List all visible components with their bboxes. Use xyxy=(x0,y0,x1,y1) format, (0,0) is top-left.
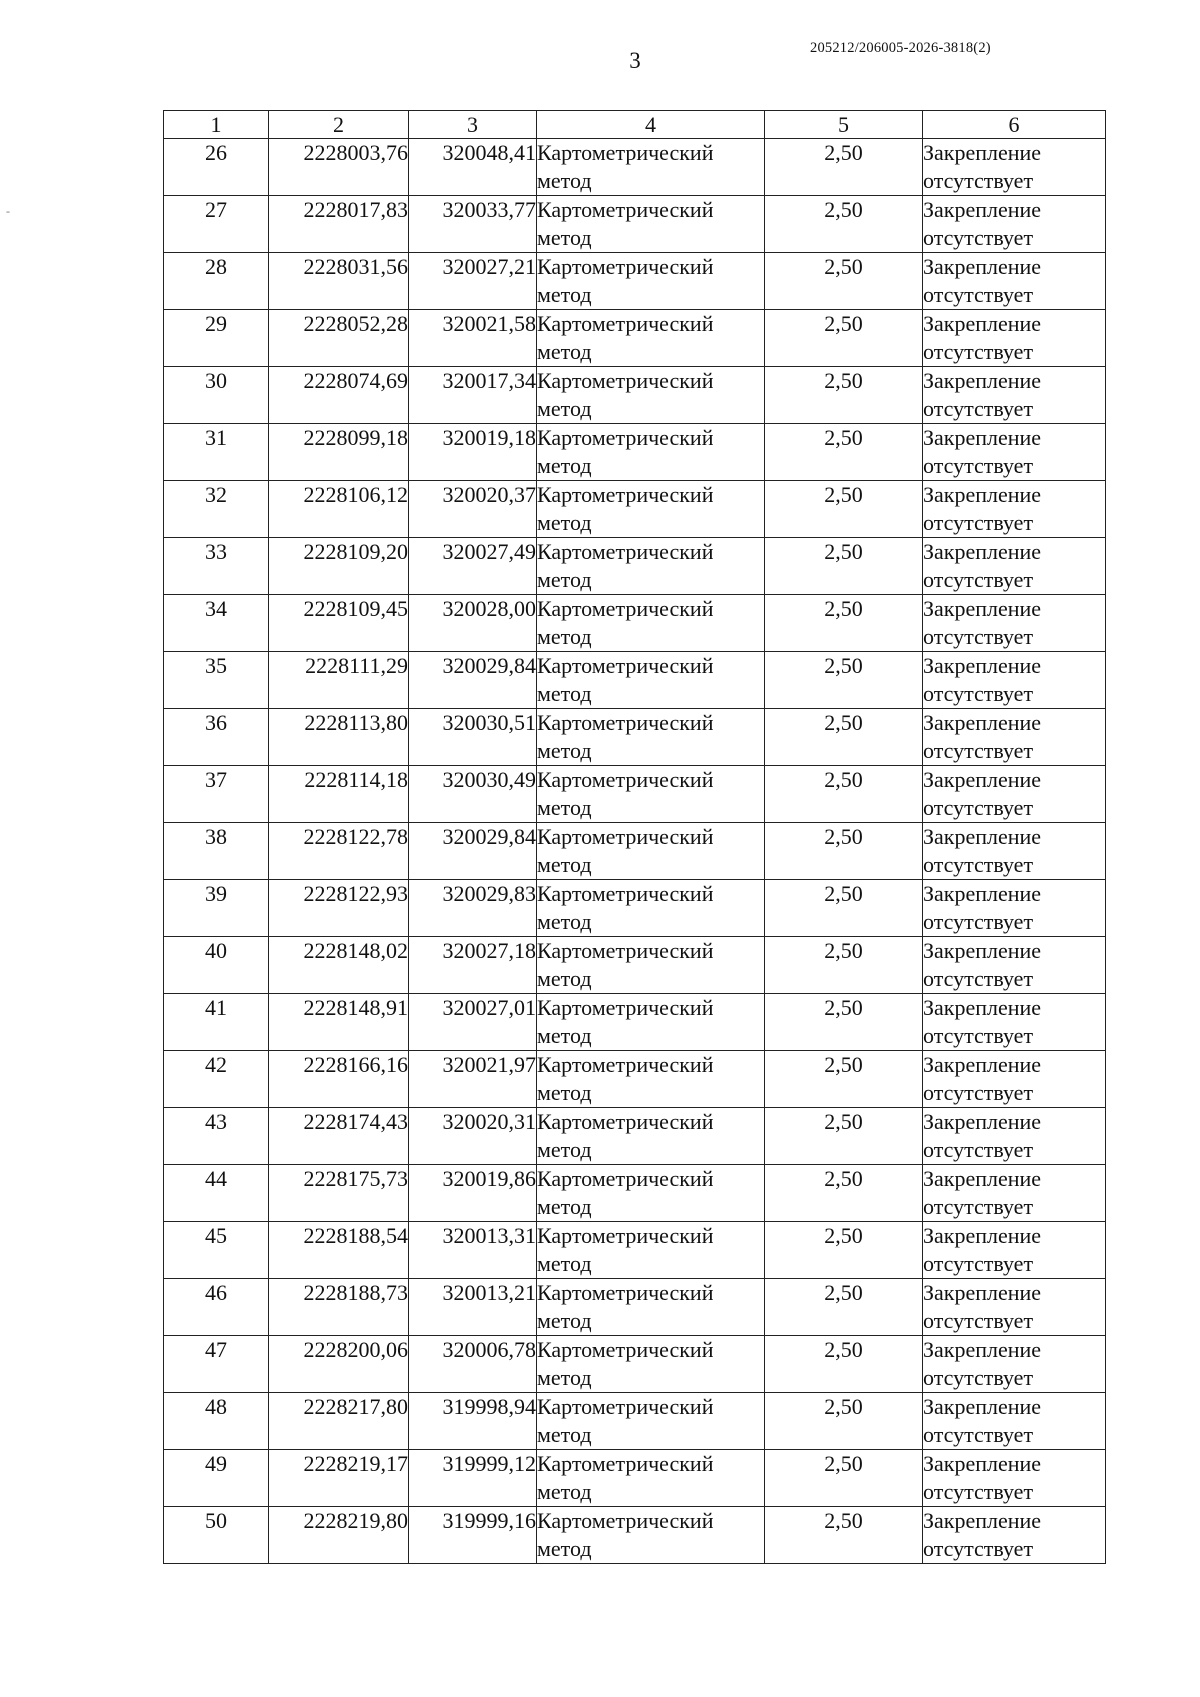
coordinate-y: 320021,58 xyxy=(409,310,537,367)
coordinate-x: 2228148,02 xyxy=(269,937,409,994)
table-row xyxy=(164,880,1106,937)
fixing-line-2: отсутствует xyxy=(923,339,1034,364)
coordinate-x: 2228219,80 xyxy=(269,1507,409,1564)
method-line-1: Картометрический xyxy=(537,1280,714,1305)
table-row xyxy=(164,709,1106,766)
coordinate-x: 2228003,76 xyxy=(269,139,409,196)
point-fixing xyxy=(923,994,1106,1051)
coordinate-x: 2228217,80 xyxy=(269,1393,409,1450)
fixing-line-2: отсутствует xyxy=(923,282,1034,307)
coordinate-y: 319999,12 xyxy=(409,1450,537,1507)
fixing-line-2: отсутствует xyxy=(923,168,1034,193)
method-line-1: Картометрический xyxy=(537,425,714,450)
fixing-line-2: отсутствует xyxy=(923,1479,1034,1504)
table-row xyxy=(164,595,1106,652)
table-row xyxy=(164,994,1106,1051)
table-body xyxy=(164,139,1106,1564)
method-line-1: Картометрический xyxy=(537,197,714,222)
coordinate-y: 320013,31 xyxy=(409,1222,537,1279)
fixing-line-1: Закрепление xyxy=(923,1451,1042,1476)
column-header-5: 5 xyxy=(765,111,923,139)
fixing-line-1: Закрепление xyxy=(923,824,1042,849)
fixing-line-1: Закрепление xyxy=(923,1337,1042,1362)
method-line-2: метод xyxy=(537,567,592,592)
fixing-line-2: отсутствует xyxy=(923,1137,1034,1162)
scan-artifact: - xyxy=(6,204,10,218)
method-line-1: Картометрический xyxy=(537,1109,714,1134)
fixing-line-1: Закрепление xyxy=(923,1508,1042,1533)
point-number: 38 xyxy=(164,823,269,880)
accuracy-value: 2,50 xyxy=(765,538,923,595)
fixing-line-1: Закрепление xyxy=(923,767,1042,792)
table-row xyxy=(164,538,1106,595)
table-row xyxy=(164,310,1106,367)
method-line-1: Картометрический xyxy=(537,710,714,735)
point-number: 50 xyxy=(164,1507,269,1564)
determination-method xyxy=(537,1108,765,1165)
column-header-6: 6 xyxy=(923,111,1106,139)
fixing-line-2: отсутствует xyxy=(923,852,1034,877)
point-fixing xyxy=(923,1336,1106,1393)
fixing-line-2: отсутствует xyxy=(923,396,1034,421)
determination-method xyxy=(537,1507,765,1564)
determination-method xyxy=(537,139,765,196)
method-line-1: Картометрический xyxy=(537,311,714,336)
point-number: 49 xyxy=(164,1450,269,1507)
fixing-line-1: Закрепление xyxy=(923,710,1042,735)
method-line-1: Картометрический xyxy=(537,767,714,792)
accuracy-value: 2,50 xyxy=(765,937,923,994)
method-line-2: метод xyxy=(537,282,592,307)
fixing-line-2: отсутствует xyxy=(923,1536,1034,1561)
determination-method xyxy=(537,1051,765,1108)
point-fixing xyxy=(923,880,1106,937)
column-header-3: 3 xyxy=(409,111,537,139)
coordinate-x: 2228052,28 xyxy=(269,310,409,367)
accuracy-value: 2,50 xyxy=(765,595,923,652)
point-number: 46 xyxy=(164,1279,269,1336)
coordinate-y: 320021,97 xyxy=(409,1051,537,1108)
table-row xyxy=(164,424,1106,481)
accuracy-value: 2,50 xyxy=(765,823,923,880)
coordinate-x: 2228174,43 xyxy=(269,1108,409,1165)
fixing-line-1: Закрепление xyxy=(923,539,1042,564)
method-line-1: Картометрический xyxy=(537,368,714,393)
coordinate-x: 2228219,17 xyxy=(269,1450,409,1507)
page-number: 3 xyxy=(629,48,641,73)
coordinate-y: 320029,83 xyxy=(409,880,537,937)
point-number: 41 xyxy=(164,994,269,1051)
fixing-line-2: отсутствует xyxy=(923,738,1034,763)
method-line-1: Картометрический xyxy=(537,653,714,678)
fixing-line-2: отсутствует xyxy=(923,1080,1034,1105)
method-line-2: метод xyxy=(537,795,592,820)
point-fixing xyxy=(923,1108,1106,1165)
accuracy-value: 2,50 xyxy=(765,994,923,1051)
coordinate-y: 319998,94 xyxy=(409,1393,537,1450)
column-header-4: 4 xyxy=(537,111,765,139)
point-number: 26 xyxy=(164,139,269,196)
coordinate-x: 2228188,54 xyxy=(269,1222,409,1279)
coordinate-y: 320020,37 xyxy=(409,481,537,538)
point-fixing xyxy=(923,310,1106,367)
point-fixing xyxy=(923,823,1106,880)
fixing-line-1: Закрепление xyxy=(923,1223,1042,1248)
coordinate-y: 320027,01 xyxy=(409,994,537,1051)
determination-method xyxy=(537,994,765,1051)
accuracy-value: 2,50 xyxy=(765,424,923,481)
point-number: 42 xyxy=(164,1051,269,1108)
point-fixing xyxy=(923,1450,1106,1507)
coordinate-x: 2228074,69 xyxy=(269,367,409,424)
fixing-line-2: отсутствует xyxy=(923,567,1034,592)
accuracy-value: 2,50 xyxy=(765,310,923,367)
coordinate-y: 320019,86 xyxy=(409,1165,537,1222)
table-row xyxy=(164,766,1106,823)
method-line-1: Картометрический xyxy=(537,1394,714,1419)
fixing-line-1: Закрепление xyxy=(923,368,1042,393)
method-line-2: метод xyxy=(537,1251,592,1276)
column-header-1: 1 xyxy=(164,111,269,139)
determination-method xyxy=(537,880,765,937)
determination-method xyxy=(537,823,765,880)
accuracy-value: 2,50 xyxy=(765,1336,923,1393)
method-line-2: метод xyxy=(537,396,592,421)
table-row xyxy=(164,652,1106,709)
coordinate-y: 320013,21 xyxy=(409,1279,537,1336)
fixing-line-1: Закрепление xyxy=(923,482,1042,507)
determination-method xyxy=(537,1165,765,1222)
fixing-line-1: Закрепление xyxy=(923,140,1042,165)
determination-method xyxy=(537,1393,765,1450)
fixing-line-2: отсутствует xyxy=(923,453,1034,478)
coordinate-x: 2228017,83 xyxy=(269,196,409,253)
point-number: 39 xyxy=(164,880,269,937)
fixing-line-1: Закрепление xyxy=(923,311,1042,336)
point-fixing xyxy=(923,1222,1106,1279)
fixing-line-2: отсутствует xyxy=(923,1194,1034,1219)
determination-method xyxy=(537,1336,765,1393)
accuracy-value: 2,50 xyxy=(765,1279,923,1336)
table-row xyxy=(164,1507,1106,1564)
determination-method xyxy=(537,253,765,310)
table-row xyxy=(164,367,1106,424)
method-line-2: метод xyxy=(537,1365,592,1390)
fixing-line-2: отсутствует xyxy=(923,1251,1034,1276)
coordinate-y: 320006,78 xyxy=(409,1336,537,1393)
determination-method xyxy=(537,196,765,253)
point-number: 37 xyxy=(164,766,269,823)
method-line-2: метод xyxy=(537,1194,592,1219)
coordinate-y: 320029,84 xyxy=(409,823,537,880)
point-fixing xyxy=(923,196,1106,253)
fixing-line-1: Закрепление xyxy=(923,653,1042,678)
table-row xyxy=(164,1108,1106,1165)
coordinate-x: 2228200,06 xyxy=(269,1336,409,1393)
coordinate-y: 320020,31 xyxy=(409,1108,537,1165)
point-number: 33 xyxy=(164,538,269,595)
method-line-2: метод xyxy=(537,453,592,478)
accuracy-value: 2,50 xyxy=(765,709,923,766)
determination-method xyxy=(537,310,765,367)
determination-method xyxy=(537,937,765,994)
method-line-2: метод xyxy=(537,1422,592,1447)
determination-method xyxy=(537,1279,765,1336)
point-number: 29 xyxy=(164,310,269,367)
table-header-row xyxy=(164,111,1106,139)
accuracy-value: 2,50 xyxy=(765,481,923,538)
determination-method xyxy=(537,1222,765,1279)
fixing-line-1: Закрепление xyxy=(923,1052,1042,1077)
coordinate-x: 2228106,12 xyxy=(269,481,409,538)
method-line-1: Картометрический xyxy=(537,1052,714,1077)
coordinate-y: 320030,49 xyxy=(409,766,537,823)
point-fixing xyxy=(923,367,1106,424)
method-line-2: метод xyxy=(537,168,592,193)
determination-method xyxy=(537,652,765,709)
coordinate-x: 2228113,80 xyxy=(269,709,409,766)
determination-method xyxy=(537,538,765,595)
point-fixing xyxy=(923,139,1106,196)
fixing-line-2: отсутствует xyxy=(923,1023,1034,1048)
point-number: 27 xyxy=(164,196,269,253)
method-line-1: Картометрический xyxy=(537,1337,714,1362)
coordinate-x: 2228111,29 xyxy=(269,652,409,709)
accuracy-value: 2,50 xyxy=(765,367,923,424)
method-line-2: метод xyxy=(537,852,592,877)
fixing-line-1: Закрепление xyxy=(923,1280,1042,1305)
accuracy-value: 2,50 xyxy=(765,652,923,709)
table-row xyxy=(164,481,1106,538)
method-line-2: метод xyxy=(537,738,592,763)
point-fixing xyxy=(923,253,1106,310)
fixing-line-2: отсутствует xyxy=(923,1365,1034,1390)
table-row xyxy=(164,253,1106,310)
point-fixing xyxy=(923,652,1106,709)
table-row xyxy=(164,1450,1106,1507)
determination-method xyxy=(537,367,765,424)
point-fixing xyxy=(923,1393,1106,1450)
coordinate-x: 2228188,73 xyxy=(269,1279,409,1336)
point-fixing xyxy=(923,1165,1106,1222)
point-number: 48 xyxy=(164,1393,269,1450)
method-line-2: метод xyxy=(537,1479,592,1504)
table-row xyxy=(164,937,1106,994)
coordinate-x: 2228148,91 xyxy=(269,994,409,1051)
method-line-1: Картометрический xyxy=(537,938,714,963)
point-number: 34 xyxy=(164,595,269,652)
method-line-1: Картометрический xyxy=(537,596,714,621)
table-row xyxy=(164,1393,1106,1450)
method-line-1: Картометрический xyxy=(537,824,714,849)
accuracy-value: 2,50 xyxy=(765,766,923,823)
document-reference: 205212/206005-2026-3818(2) xyxy=(810,40,991,56)
method-line-2: метод xyxy=(537,510,592,535)
point-fixing xyxy=(923,937,1106,994)
coordinate-y: 319999,16 xyxy=(409,1507,537,1564)
fixing-line-2: отсутствует xyxy=(923,966,1034,991)
coordinate-y: 320019,18 xyxy=(409,424,537,481)
accuracy-value: 2,50 xyxy=(765,1165,923,1222)
point-number: 32 xyxy=(164,481,269,538)
accuracy-value: 2,50 xyxy=(765,880,923,937)
method-line-1: Картометрический xyxy=(537,1166,714,1191)
fixing-line-2: отсутствует xyxy=(923,909,1034,934)
point-number: 31 xyxy=(164,424,269,481)
method-line-2: метод xyxy=(537,909,592,934)
accuracy-value: 2,50 xyxy=(765,1108,923,1165)
method-line-1: Картометрический xyxy=(537,1223,714,1248)
method-line-2: метод xyxy=(537,339,592,364)
point-fixing xyxy=(923,538,1106,595)
point-number: 44 xyxy=(164,1165,269,1222)
accuracy-value: 2,50 xyxy=(765,1222,923,1279)
accuracy-value: 2,50 xyxy=(765,1450,923,1507)
accuracy-value: 2,50 xyxy=(765,1051,923,1108)
point-number: 36 xyxy=(164,709,269,766)
fixing-line-1: Закрепление xyxy=(923,1394,1042,1419)
point-fixing xyxy=(923,424,1106,481)
method-line-1: Картометрический xyxy=(537,1508,714,1533)
method-line-1: Картометрический xyxy=(537,1451,714,1476)
point-number: 47 xyxy=(164,1336,269,1393)
table-row xyxy=(164,823,1106,880)
coordinate-x: 2228099,18 xyxy=(269,424,409,481)
coordinate-y: 320033,77 xyxy=(409,196,537,253)
coordinate-x: 2228031,56 xyxy=(269,253,409,310)
method-line-1: Картометрический xyxy=(537,482,714,507)
accuracy-value: 2,50 xyxy=(765,1393,923,1450)
method-line-1: Картометрический xyxy=(537,881,714,906)
accuracy-value: 2,50 xyxy=(765,253,923,310)
coordinate-y: 320048,41 xyxy=(409,139,537,196)
coordinate-x: 2228166,16 xyxy=(269,1051,409,1108)
determination-method xyxy=(537,424,765,481)
method-line-1: Картометрический xyxy=(537,539,714,564)
point-fixing xyxy=(923,1051,1106,1108)
method-line-2: метод xyxy=(537,225,592,250)
fixing-line-2: отсутствует xyxy=(923,1308,1034,1333)
coordinate-x: 2228175,73 xyxy=(269,1165,409,1222)
point-number: 43 xyxy=(164,1108,269,1165)
fixing-line-1: Закрепление xyxy=(923,938,1042,963)
coordinate-y: 320029,84 xyxy=(409,652,537,709)
method-line-2: метод xyxy=(537,1308,592,1333)
coordinate-y: 320028,00 xyxy=(409,595,537,652)
point-fixing xyxy=(923,481,1106,538)
fixing-line-2: отсутствует xyxy=(923,624,1034,649)
table-row xyxy=(164,1279,1106,1336)
method-line-2: метод xyxy=(537,1536,592,1561)
method-line-2: метод xyxy=(537,1023,592,1048)
point-fixing xyxy=(923,1279,1106,1336)
accuracy-value: 2,50 xyxy=(765,196,923,253)
fixing-line-1: Закрепление xyxy=(923,596,1042,621)
table-row xyxy=(164,1165,1106,1222)
table-row xyxy=(164,1051,1106,1108)
method-line-1: Картометрический xyxy=(537,995,714,1020)
coordinate-x: 2228122,78 xyxy=(269,823,409,880)
fixing-line-2: отсутствует xyxy=(923,225,1034,250)
point-number: 45 xyxy=(164,1222,269,1279)
point-fixing xyxy=(923,1507,1106,1564)
coordinates-table xyxy=(163,110,1106,1564)
coordinate-y: 320027,49 xyxy=(409,538,537,595)
fixing-line-2: отсутствует xyxy=(923,681,1034,706)
determination-method xyxy=(537,481,765,538)
table-row xyxy=(164,196,1106,253)
accuracy-value: 2,50 xyxy=(765,139,923,196)
fixing-line-2: отсутствует xyxy=(923,510,1034,535)
coordinate-y: 320027,18 xyxy=(409,937,537,994)
fixing-line-2: отсутствует xyxy=(923,795,1034,820)
method-line-2: метод xyxy=(537,624,592,649)
fixing-line-2: отсутствует xyxy=(923,1422,1034,1447)
fixing-line-1: Закрепление xyxy=(923,425,1042,450)
coordinate-x: 2228114,18 xyxy=(269,766,409,823)
determination-method xyxy=(537,595,765,652)
table-row xyxy=(164,1222,1106,1279)
method-line-2: метод xyxy=(537,681,592,706)
fixing-line-1: Закрепление xyxy=(923,1109,1042,1134)
fixing-line-1: Закрепление xyxy=(923,881,1042,906)
point-number: 35 xyxy=(164,652,269,709)
determination-method xyxy=(537,709,765,766)
determination-method xyxy=(537,766,765,823)
point-number: 40 xyxy=(164,937,269,994)
fixing-line-1: Закрепление xyxy=(923,197,1042,222)
point-fixing xyxy=(923,766,1106,823)
column-header-2: 2 xyxy=(269,111,409,139)
method-line-1: Картометрический xyxy=(537,140,714,165)
table-row xyxy=(164,1336,1106,1393)
fixing-line-1: Закрепление xyxy=(923,254,1042,279)
coordinate-y: 320030,51 xyxy=(409,709,537,766)
method-line-2: метод xyxy=(537,966,592,991)
coordinate-y: 320027,21 xyxy=(409,253,537,310)
point-number: 30 xyxy=(164,367,269,424)
fixing-line-1: Закрепление xyxy=(923,1166,1042,1191)
fixing-line-1: Закрепление xyxy=(923,995,1042,1020)
point-number: 28 xyxy=(164,253,269,310)
point-fixing xyxy=(923,595,1106,652)
point-fixing xyxy=(923,709,1106,766)
accuracy-value: 2,50 xyxy=(765,1507,923,1564)
method-line-2: метод xyxy=(537,1080,592,1105)
coordinate-y: 320017,34 xyxy=(409,367,537,424)
coordinate-x: 2228109,45 xyxy=(269,595,409,652)
table-row xyxy=(164,139,1106,196)
method-line-2: метод xyxy=(537,1137,592,1162)
determination-method xyxy=(537,1450,765,1507)
method-line-1: Картометрический xyxy=(537,254,714,279)
coordinate-x: 2228122,93 xyxy=(269,880,409,937)
coordinate-x: 2228109,20 xyxy=(269,538,409,595)
